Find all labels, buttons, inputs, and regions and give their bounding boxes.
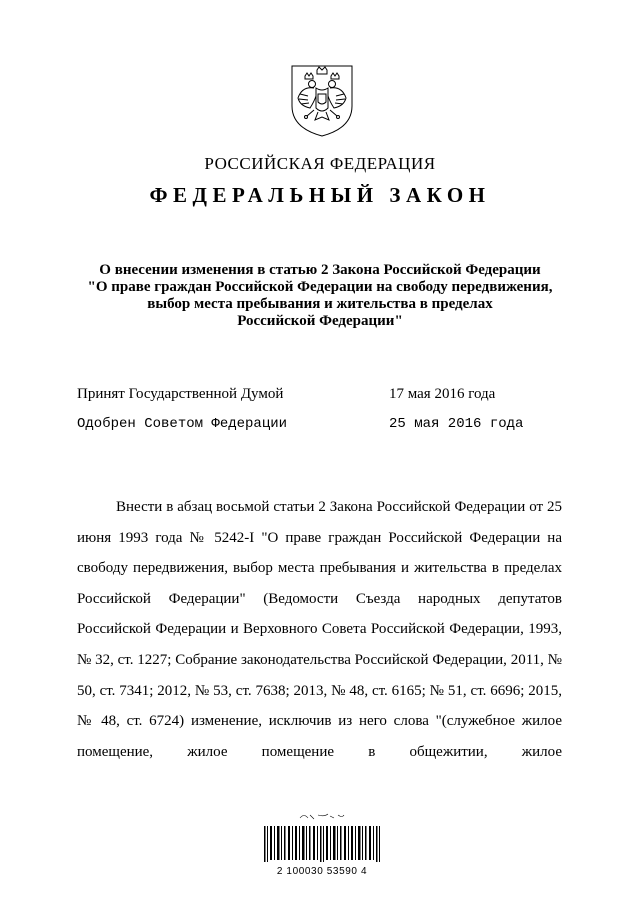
law-paragraph: Внести в абзац восьмой статьи 2 Закона Российской Федерации от 25 июня 1993 года № 5242-I "О праве граждан Российской Федерации на свободу передвижения, выбор места пребывания и жительства в пределах Российской Федерации" (Ведомости Съезда народных депутатов Российской Федерации и Верховного Совета Российской Федерации, 1993, № 32, ст. 1227; Собрание законодательства Российской Федерации, 2011, № 50, ст. 7341; 2012, № 53, ст. 7638; 2013, № 48, ст. 6165; № 51, ст. 6696; 2015, № 48, ст. 6724) изменение, исключив из него слова "(служебное жилое помещение, жилое помещение в общежитии, жилое xyxy=(77,499,562,760)
duma-adoption-date: 17 мая 2016 года xyxy=(389,386,496,402)
document-type: ФЕДЕРАЛЬНЫЙ ЗАКОН xyxy=(149,183,491,207)
law-title-line: "О праве граждан Российской Федерации на свободу передвижения, xyxy=(87,279,553,295)
law-title-line: выбор места пребывания и жительства в пределах xyxy=(147,296,493,312)
country-name: РОССИЙСКАЯ ФЕДЕРАЦИЯ xyxy=(204,154,436,173)
duma-adoption-label: Принят Государственной Думой xyxy=(77,386,284,402)
coat-of-arms-icon xyxy=(288,62,356,138)
barcode-icon xyxy=(262,812,382,864)
law-title-line: Российской Федерации" xyxy=(237,313,403,329)
council-approval-label: Одобрен Советом Федерации xyxy=(77,416,288,432)
law-title-line: О внесении изменения в статью 2 Закона Российской Федерации xyxy=(99,262,541,278)
law-body xyxy=(77,492,562,767)
council-approval-date: 25 мая 2016 года xyxy=(389,416,524,432)
law-title xyxy=(60,262,580,330)
barcode-number: 2 100030 53590 4 xyxy=(276,866,368,877)
